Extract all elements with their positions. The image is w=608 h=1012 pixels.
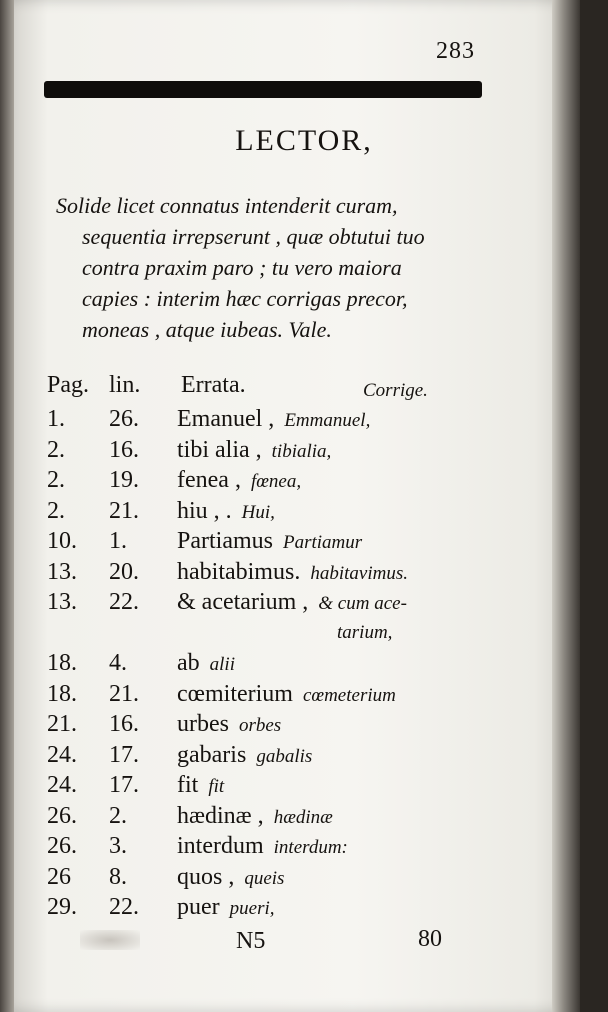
errata-row [47, 435, 487, 466]
paper-stain [80, 930, 140, 950]
errata-page: 18. [47, 680, 77, 707]
errata-wrong [177, 831, 348, 864]
intro-paragraph [56, 190, 496, 345]
page-number: 283 [436, 38, 475, 64]
errata-table [47, 370, 487, 923]
errata-line: 26. [109, 406, 139, 432]
errata-wrong [177, 648, 235, 681]
errata-page: 24. [47, 741, 77, 768]
errata-line: 3. [109, 833, 127, 859]
errata-page: 21. [47, 711, 77, 737]
errata-wrong-text: hædinæ , [177, 802, 264, 829]
errata-line: 22. [109, 894, 139, 920]
errata-correction: cœmeterium [302, 684, 396, 706]
errata-wrong-text: interdum [177, 833, 264, 859]
errata-line: 16. [109, 711, 139, 737]
errata-wrong-text: & acetarium , [177, 589, 309, 615]
errata-line: 20. [109, 558, 139, 585]
header-lin: lin. [109, 372, 141, 398]
errata-row [47, 526, 487, 557]
errata-wrong-text: quos , [177, 863, 235, 890]
errata-page: 13. [47, 589, 77, 615]
errata-row [47, 770, 487, 801]
intro-line: contra praxim paro ; tu vero maiora [82, 255, 402, 280]
errata-wrong [177, 679, 396, 712]
header-rule [44, 81, 482, 98]
errata-wrong-text: cœmiterium [177, 680, 293, 707]
errata-line: 21. [109, 680, 139, 707]
errata-row [47, 801, 487, 832]
errata-correction: interdum: [273, 837, 348, 858]
intro-line: sequentia irrepserunt , quæ obtutui tuo [82, 224, 425, 249]
errata-correction: hædinæ [273, 806, 333, 828]
errata-line: 21. [109, 497, 139, 524]
errata-page: 26. [47, 833, 77, 859]
errata-page: 2. [47, 497, 65, 524]
errata-row [47, 404, 487, 435]
errata-correction: tarium, [337, 621, 393, 643]
intro-line: capies : interim hæc corrigas precor, [82, 286, 408, 311]
errata-page: 2. [47, 467, 65, 493]
errata-wrong-text: urbes [177, 711, 229, 737]
intro-line: Solide licet connatus intenderit curam, [56, 193, 398, 218]
errata-wrong-text: Partiamus [177, 528, 273, 554]
intro-line: moneas , atque iubeas. Vale. [82, 317, 332, 342]
errata-correction: alii [209, 654, 235, 675]
errata-wrong [177, 526, 362, 559]
errata-correction: orbes [238, 715, 282, 736]
errata-wrong [177, 465, 301, 498]
errata-rows [47, 404, 487, 923]
errata-correction: pueri, [229, 898, 275, 919]
errata-page: 10. [47, 528, 77, 554]
errata-page: 24. [47, 772, 77, 798]
errata-row [47, 557, 487, 588]
errata-wrong [177, 557, 408, 590]
errata-row [47, 679, 487, 710]
errata-correction: fit [208, 776, 225, 797]
errata-correction: Hui, [241, 501, 275, 523]
errata-wrong [177, 496, 275, 529]
errata-wrong-text: puer [177, 894, 220, 920]
errata-wrong [177, 587, 407, 620]
errata-wrong-text: ab [177, 650, 200, 676]
errata-line: 1. [109, 528, 127, 554]
errata-page: 13. [47, 558, 77, 585]
page-title: LECTOR, [235, 124, 373, 157]
errata-row [47, 862, 487, 893]
errata-correction: Partiamur [283, 532, 363, 553]
errata-row [47, 496, 487, 527]
errata-wrong-text: fit [177, 772, 199, 798]
errata-page: 26 [47, 863, 71, 890]
errata-wrong-text: tibi alia , [177, 436, 262, 463]
errata-line: 17. [109, 741, 139, 768]
errata-row [47, 892, 487, 923]
errata-line: 4. [109, 650, 127, 676]
errata-wrong-text: Emanuel , [177, 406, 275, 432]
errata-wrong-text: habitabimus. [177, 558, 301, 585]
errata-row [47, 648, 487, 679]
errata-line: 22. [109, 589, 139, 615]
errata-correction: fœnea, [250, 471, 302, 492]
errata-page: 1. [47, 406, 65, 432]
header-errata: Errata. [181, 372, 246, 398]
errata-page: 18. [47, 650, 77, 676]
signature-mark: N5 [236, 928, 266, 954]
errata-correction: queis [244, 867, 285, 889]
errata-correction: tibialia, [271, 440, 332, 462]
errata-correction: & cum ace- [318, 593, 407, 614]
errata-wrong [177, 770, 224, 803]
errata-correction: gabalis [256, 745, 313, 767]
header-corrige: Corrige. [363, 380, 428, 401]
errata-wrong [177, 801, 333, 834]
errata-line: 17. [109, 772, 139, 798]
errata-wrong-text: hiu , . [177, 497, 232, 524]
errata-row [47, 740, 487, 771]
errata-header-row [47, 370, 487, 404]
errata-row [47, 709, 487, 740]
errata-wrong [177, 740, 312, 773]
errata-continuation-row [47, 618, 487, 649]
errata-row [47, 465, 487, 496]
errata-line: 19. [109, 467, 139, 493]
errata-correction: Emmanuel, [284, 410, 371, 431]
errata-line: 8. [109, 863, 127, 890]
errata-wrong [177, 892, 275, 925]
errata-wrong [177, 435, 331, 468]
errata-wrong-text: fenea , [177, 467, 241, 493]
errata-page: 26. [47, 802, 77, 829]
errata-wrong [177, 709, 281, 742]
errata-line: 16. [109, 436, 139, 463]
errata-page: 29. [47, 894, 77, 920]
errata-wrong-text: gabaris [177, 741, 247, 768]
errata-row [47, 587, 487, 618]
errata-correction: habitavimus. [310, 562, 408, 584]
errata-page: 2. [47, 436, 65, 463]
catchword: 80 [418, 926, 442, 952]
errata-line: 2. [109, 802, 127, 829]
errata-row [47, 831, 487, 862]
errata-wrong [177, 404, 370, 437]
errata-wrong [177, 862, 284, 895]
header-pag: Pag. [47, 372, 89, 398]
